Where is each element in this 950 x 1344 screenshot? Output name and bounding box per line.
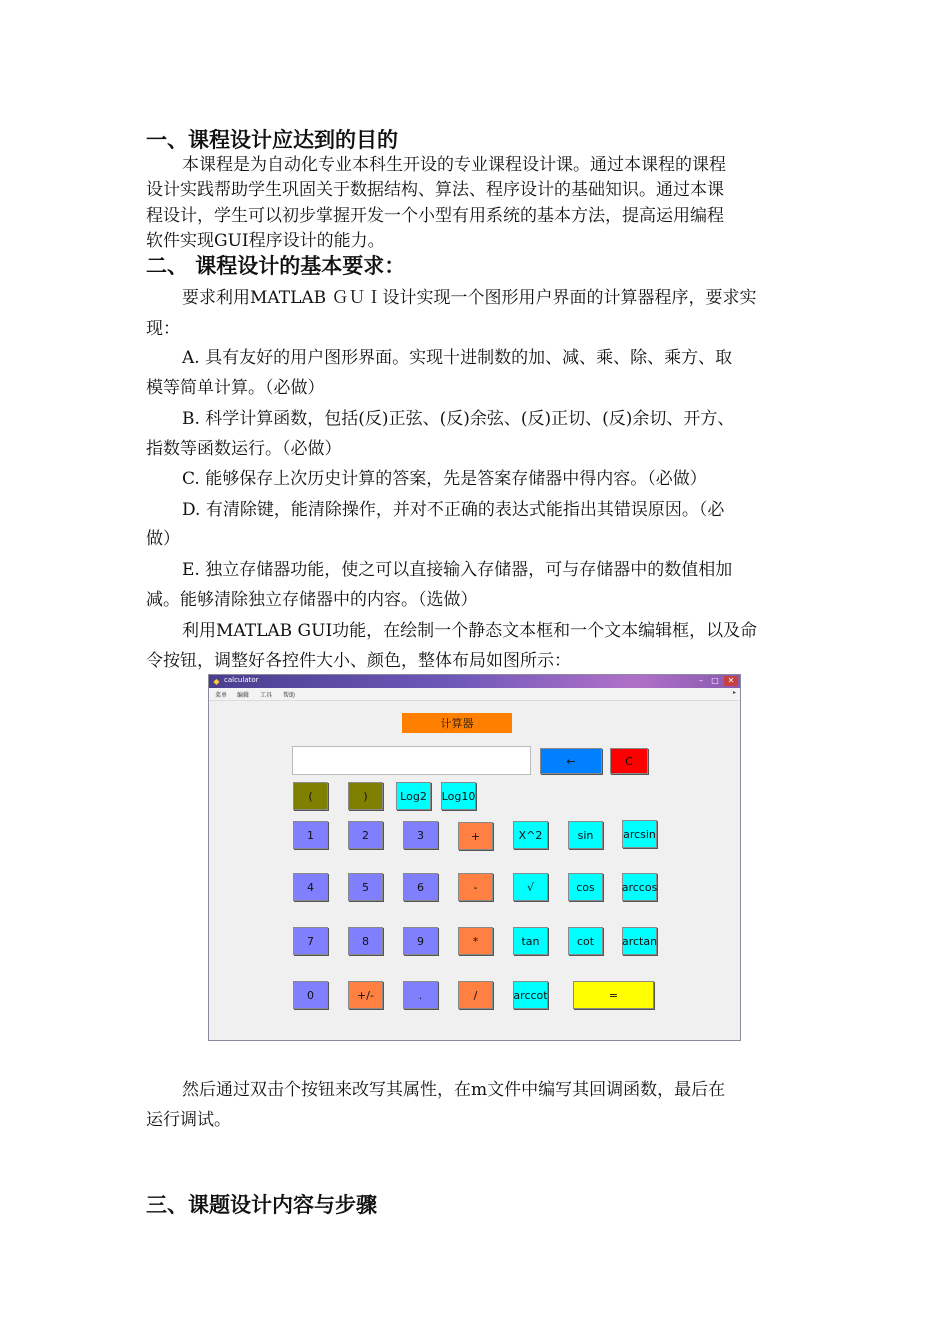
digit-7-button[interactable]: 7 xyxy=(293,927,328,955)
digit-4-button[interactable]: 4 xyxy=(293,873,328,901)
divide-button[interactable]: / xyxy=(458,981,493,1009)
cot-button[interactable]: cot xyxy=(568,927,603,955)
log2-button[interactable]: Log2 xyxy=(396,782,431,810)
minimize-icon[interactable]: – xyxy=(699,676,703,685)
tan-button[interactable]: tan xyxy=(513,927,548,955)
equals-button[interactable]: = xyxy=(573,981,654,1009)
requirement-b: B. 科学计算函数，包括(反)正弦、(反)余弦、(反)正切、(反)余切、开方、 xyxy=(182,409,735,429)
menu-tools[interactable]: 工具 xyxy=(260,692,273,699)
section-1-heading: 一、课程设计应达到的目的 xyxy=(146,128,398,152)
sign-toggle-button[interactable]: +/- xyxy=(348,981,383,1009)
backspace-button[interactable]: ← xyxy=(540,748,602,774)
digit-0-button[interactable]: 0 xyxy=(293,981,328,1009)
window-title: calculator xyxy=(224,676,259,684)
requirement-intro: 要求利用MATLAB ＧＵＩ设计实现一个图形用户界面的计算器程序，要求实 xyxy=(182,288,757,308)
matlab-icon: ◆ xyxy=(213,677,220,686)
digit-5-button[interactable]: 5 xyxy=(348,873,383,901)
arcsin-button[interactable]: arcsin xyxy=(622,820,657,848)
cos-button[interactable]: cos xyxy=(568,873,603,901)
window-titlebar xyxy=(209,675,740,688)
digit-1-button[interactable]: 1 xyxy=(293,821,328,849)
menu-edit[interactable]: 编辑 xyxy=(237,692,250,699)
requirement-e: E. 独立存储器功能，使之可以直接输入存储器，可与存储器中的数值相加 xyxy=(182,560,733,580)
layout-intro: 令按钮，调整好各控件大小、颜色，整体布局如图所示： xyxy=(146,651,571,671)
plus-button[interactable]: + xyxy=(458,822,493,850)
requirement-c: C. 能够保存上次历史计算的答案，先是答案存储器中得内容。（必做） xyxy=(182,469,707,489)
clear-button[interactable]: C xyxy=(610,748,648,774)
digit-6-button[interactable]: 6 xyxy=(403,873,438,901)
after-figure-text: 运行调试。 xyxy=(146,1110,231,1130)
digit-3-button[interactable]: 3 xyxy=(403,821,438,849)
maximize-icon[interactable]: □ xyxy=(711,676,719,685)
after-figure-text: 然后通过双击个按钮来改写其属性，在m文件中编写其回调函数，最后在 xyxy=(182,1080,726,1100)
requirement-d: D. 有清除键，能清除操作，并对不正确的表达式能指出其错误原因。（必 xyxy=(182,500,725,520)
sin-button[interactable]: sin xyxy=(568,821,603,849)
menu-help[interactable]: 帮助 xyxy=(283,692,296,699)
section-1-line: 设计实践帮助学生巩固关于数据结构、算法、程序设计的基础知识。通过本课 xyxy=(146,180,724,200)
section-2-heading: 二、 课程设计的基本要求： xyxy=(146,254,406,278)
menu-arrow-icon[interactable]: ▸ xyxy=(732,689,736,696)
section-1-line: 程设计，学生可以初步掌握开发一个小型有用系统的基本方法，提高运用编程 xyxy=(146,206,724,226)
open-paren-button[interactable]: ( xyxy=(293,782,328,810)
digit-9-button[interactable]: 9 xyxy=(403,927,438,955)
menubar xyxy=(209,688,740,701)
calculator-title: 计算器 xyxy=(402,713,512,733)
requirement-a: A. 具有友好的用户图形界面。实现十进制数的加、减、乘、除、乘方、取 xyxy=(182,348,733,368)
multiply-button[interactable]: * xyxy=(458,927,493,955)
menu-file[interactable]: 菜单 xyxy=(215,692,228,699)
decimal-point-button[interactable]: . xyxy=(403,981,438,1009)
calculator-screenshot xyxy=(208,674,741,1041)
section-1-line: 软件实现GUI程序设计的能力。 xyxy=(146,231,385,251)
close-icon[interactable]: ✕ xyxy=(724,676,738,686)
sqrt-button[interactable]: √ xyxy=(513,873,548,901)
requirement-b: 指数等函数运行。（必做） xyxy=(146,439,342,459)
arctan-button[interactable]: arctan xyxy=(622,927,657,955)
section-3-heading: 三、课题设计内容与步骤 xyxy=(146,1193,377,1217)
digit-8-button[interactable]: 8 xyxy=(348,927,383,955)
close-paren-button[interactable]: ) xyxy=(348,782,383,810)
expression-display[interactable] xyxy=(292,746,531,775)
section-1-line: 本课程是为自动化专业本科生开设的专业课程设计课。通过本课程的课程 xyxy=(182,155,726,175)
requirement-a: 模等简单计算。（必做） xyxy=(146,378,325,398)
log10-button[interactable]: Log10 xyxy=(441,782,476,810)
requirement-intro: 现： xyxy=(146,319,180,339)
requirement-d: 做） xyxy=(146,529,180,549)
layout-intro: 利用MATLAB GUI功能，在绘制一个静态文本框和一个文本编辑框，以及命 xyxy=(182,621,758,641)
arccot-button[interactable]: arccot xyxy=(513,981,548,1009)
requirement-e: 减。能够清除独立存储器中的内容。（选做） xyxy=(146,590,478,610)
arccos-button[interactable]: arccos xyxy=(622,873,657,901)
square-button[interactable]: X^2 xyxy=(513,821,548,849)
digit-2-button[interactable]: 2 xyxy=(348,821,383,849)
minus-button[interactable]: - xyxy=(458,873,493,901)
